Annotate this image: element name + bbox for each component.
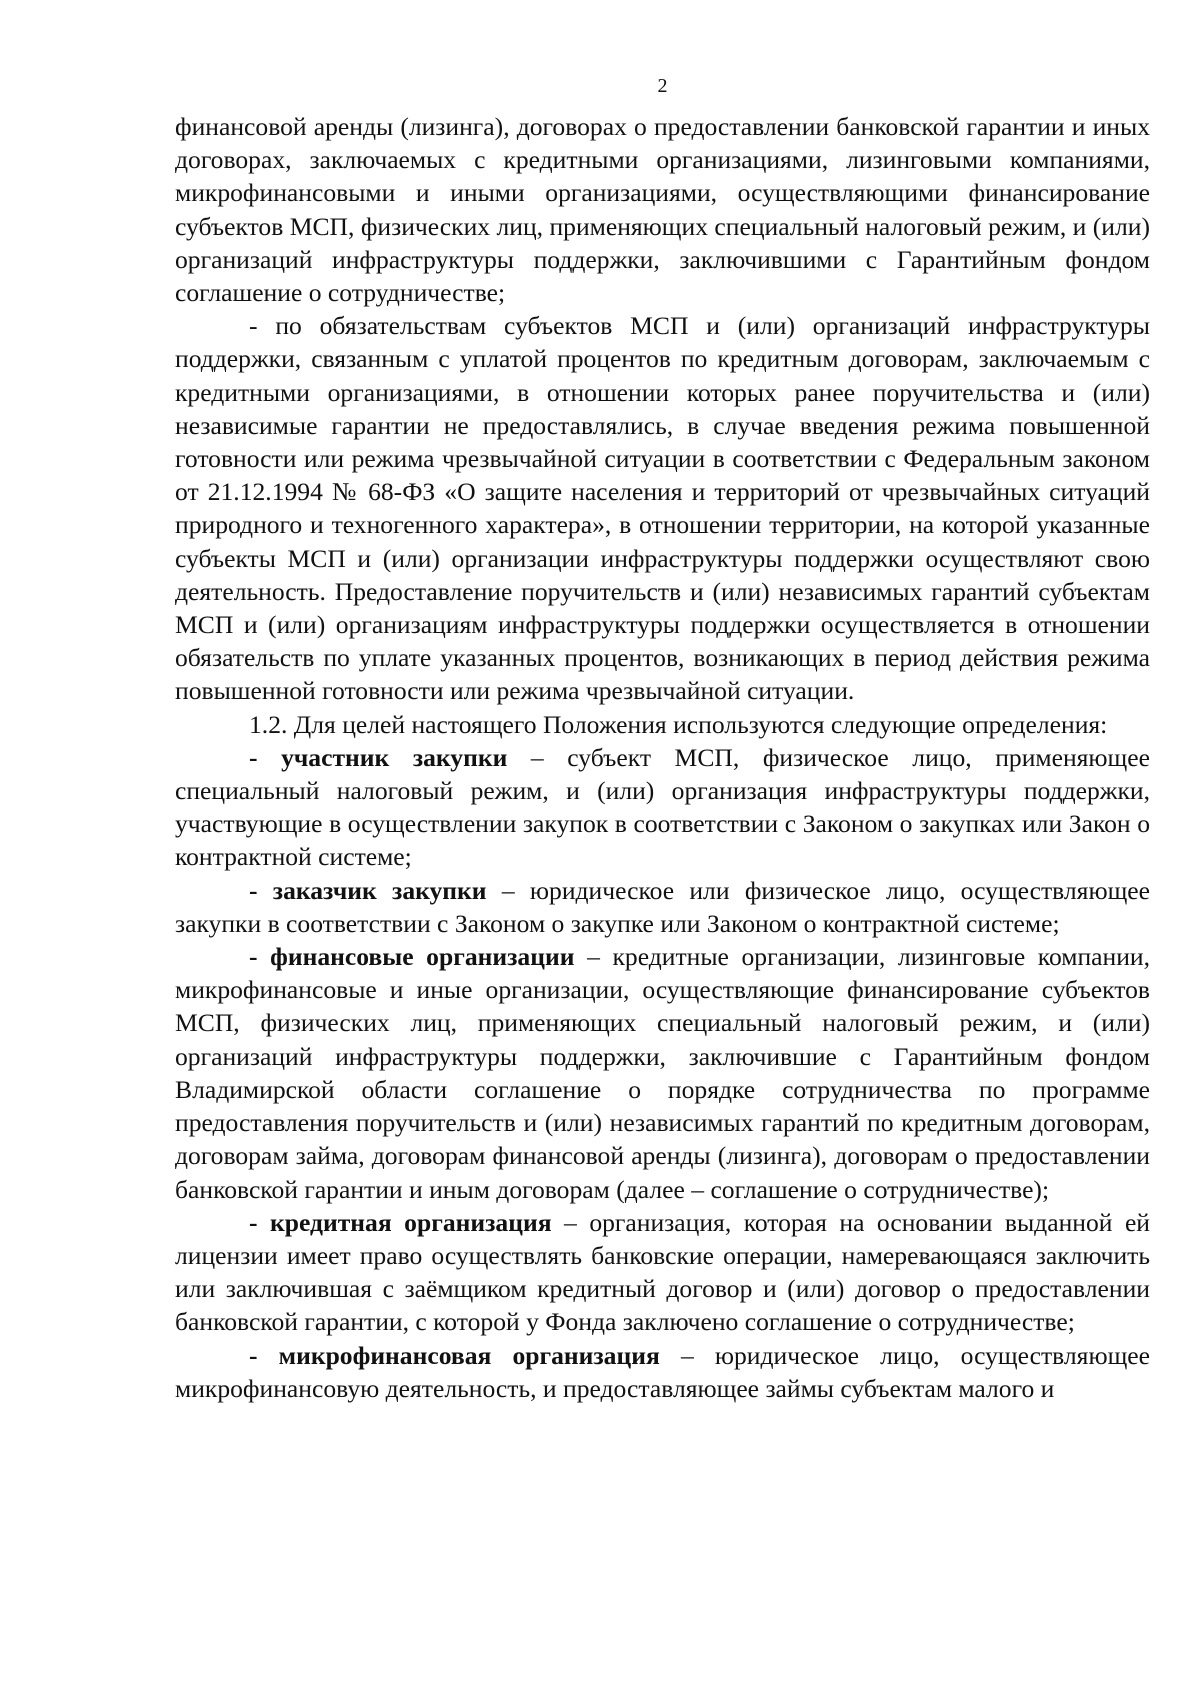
paragraph — [175, 741, 1150, 874]
paragraph — [175, 708, 1150, 741]
paragraph-text: - по обязательствам субъектов МСП и (или) организаций инфраструктуры поддержки, связанным с уплатой процентов по кредитным договорам, заключаемым с кредитными организациями, в отношении которых ранее поручительства и (или) независимые гарантии не предоставлялись, в случае введения режима повышенной готовности или режима чрезвычайной ситуации в соответствии с Федеральным законом от 21.12.1994 № 68-ФЗ «О защите населения и территорий от чрезвычайных ситуаций природного и техногенного характера», в отношении территории, на которой указанные субъекты МСП и (или) организации инфраструктуры поддержки осуществляют свою деятельность. Предоставление поручительств и (или) независимых гарантий субъектам МСП и (или) организациям инфраструктуры поддержки осуществляется в отношении обязательств по уплате указанных процентов, возникающих в период действия режима повышенной готовности или режима чрезвычайной ситуации. — [175, 311, 1150, 706]
paragraph-text: – юридическое или физическое лицо, осуществляющее закупки в соответствии с Законом о закупке или Законом о контрактной системе; — [175, 875, 1151, 938]
paragraph-text: – юридическое лицо, осуществляющее микрофинансовую деятельность, и предоставляющее займы субъектам малого и — [175, 1340, 1150, 1403]
defined-term: - кредитная организация — [249, 1207, 552, 1237]
paragraph — [175, 874, 1150, 940]
paragraph-text: – субъект МСП, физическое лицо, применяющее специальный налоговый режим, и (или) организация инфраструктуры поддержки, участвующие в осуществлении закупок в соответствии с Законом о закупках или Закон о контрактной системе; — [175, 742, 1150, 872]
paragraph-text: – организация, которая на основании выданной ей лицензии имеет право осуществлять банковские операции, намеревающаяся заключить или заключившая с заёмщиком кредитный договор и (или) договор о предоставлении банковской гарантии, с которой у Фонда заключено соглашение о сотрудничестве; — [175, 1207, 1151, 1337]
paragraph — [175, 1206, 1150, 1339]
defined-term: - финансовые организации — [249, 942, 575, 972]
paragraph — [175, 940, 1150, 1206]
paragraph — [175, 309, 1150, 707]
page-number: 2 — [657, 75, 668, 97]
paragraph — [175, 1339, 1150, 1405]
paragraph — [175, 110, 1150, 309]
paragraph-text: финансовой аренды (лизинга), договорах о предоставлении банковской гарантии и иных договорах, заключаемых с кредитными организациями, лизинговыми компаниями, микрофинансовыми и иными организациями, осуществляющими финансирование субъектов МСП, физических лиц, применяющих специальный налоговый режим, и (или) организаций инфраструктуры поддержки, заключившими с Гарантийным фондом соглашение о сотрудничестве; — [175, 112, 1150, 308]
defined-term: - микрофинансовая организация — [249, 1340, 660, 1370]
paragraph-text: 1.2. Для целей настоящего Положения используются следующие определения: — [249, 709, 1108, 739]
defined-term: - заказчик закупки — [249, 875, 487, 905]
paragraph-text: – кредитные организации, лизинговые компании, микрофинансовые и иные организации, осуществляющие финансирование субъектов МСП, физических лиц, применяющих специальный налоговый режим, и (или) организаций инфраструктуры поддержки, заключившие с Гарантийным фондом Владимирской области соглашение о порядке сотрудничества по программе предоставления поручительств и (или) независимых гарантий по кредитным договорам, договорам займа, договорам финансовой аренды (лизинга), договорам о предоставлении банковской гарантии и иным договорам (далее – соглашение о сотрудничестве); — [175, 942, 1150, 1204]
document-body — [175, 110, 1150, 1405]
defined-term: - участник закупки — [249, 742, 508, 772]
